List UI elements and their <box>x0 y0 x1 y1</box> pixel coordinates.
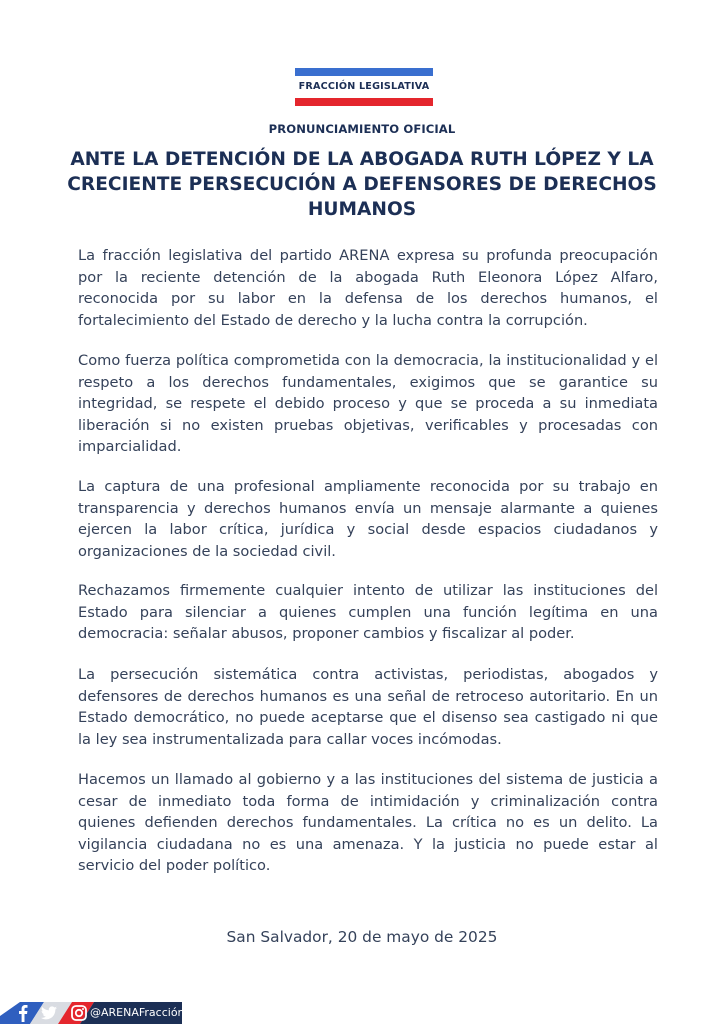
social-footer <box>0 1002 185 1024</box>
paragraph: La fracción legislativa del partido ARENA expresa su profunda preocupación por la reciente detención de la abogada Ruth Eleonora López Alfaro, reconocida por su labor en la defensa de los derechos humanos, el fortalecimiento del Estado de derecho y la lucha contra la corrupción. <box>78 247 658 329</box>
paragraph: La persecución sistemática contra activistas, periodistas, abogados y defensores de derechos humanos es una señal de retroceso autoritario. En un Estado democrático, no puede aceptarse que el disenso sea castigado ni que la ley sea instrumentalizada para callar voces incómodas. <box>78 666 658 748</box>
document-headline: ANTE LA DETENCIÓN DE LA ABOGADA RUTH LÓPEZ Y LA CRECIENTE PERSECUCIÓN A DEFENSORES DE DERECHOS HUMANOS <box>67 149 657 220</box>
document-kicker: PRONUNCIAMIENTO OFICIAL <box>268 122 456 136</box>
logo-red-bar <box>295 98 433 106</box>
paragraph: Rechazamos firmemente cualquier intento de utilizar las instituciones del Estado para silenciar a quienes cumplen una función legítima en una democracia: señalar abusos, proponer cambios y fiscalizar al poder. <box>78 582 658 642</box>
paragraph: Hacemos un llamado al gobierno y a las instituciones del sistema de justicia a cesar de inmediato toda forma de intimidación y criminalización contra quienes defienden derechos fundamentales. La crítica no es un delito. La vigilancia ciudadana no es una amenaza. Y la justicia no puede estar al servicio del poder político. <box>78 771 658 874</box>
social-handle[interactable]: @ARENAFracción <box>90 1006 185 1019</box>
logo-text: FRACCIÓN LEGISLATIVA <box>298 81 430 92</box>
logo-blue-bar <box>295 68 433 76</box>
fraccion-legislativa-logo <box>295 68 433 108</box>
dateline: San Salvador, 20 de mayo de 2025 <box>226 928 498 946</box>
paragraph: La captura de una profesional ampliamente reconocida por su trabajo en transparencia y derechos humanos envía un mensaje alarmante a quienes ejercen la labor crítica, jurídica y social desde espacios ciudadanos y organizaciones de la sociedad civil. <box>78 478 658 560</box>
paragraph: Como fuerza política comprometida con la democracia, la institucionalidad y el respeto a los derechos fundamentales, exigimos que se garantice su integridad, se respete el debido proceso y que se proceda a su inmediata liberación si no existen pruebas objetivas, verificables y procesadas con imparcialidad. <box>78 352 658 455</box>
